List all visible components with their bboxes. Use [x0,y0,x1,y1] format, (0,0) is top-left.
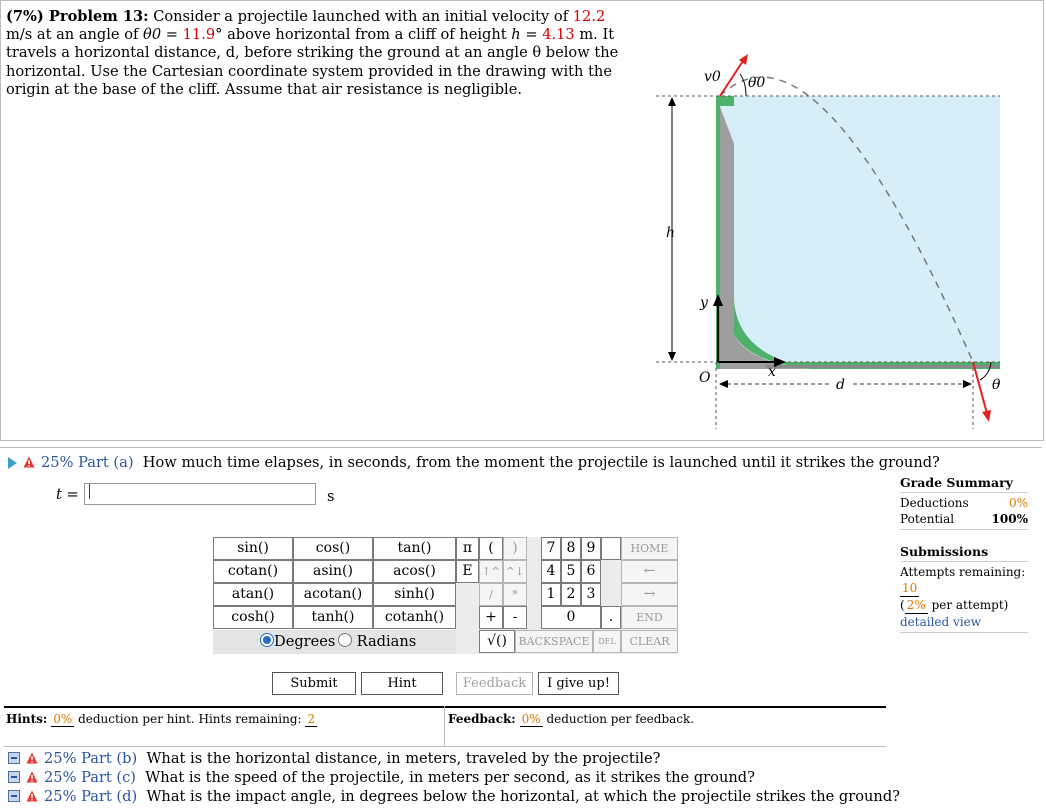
cos-button[interactable]: cos() [293,537,373,560]
problem-text-3: ° above horizontal from a cliff of height [215,26,507,44]
feedback-info [448,712,694,727]
part-b-question: What is the horizontal distance, in meters, traveled by the projectile? [146,750,661,767]
submit-button[interactable]: Submit [272,672,356,695]
part-c-label: 25% Part (c) [44,769,136,786]
plus-key[interactable]: + [479,606,503,629]
asin-button[interactable]: asin() [293,560,373,583]
impact-arrowhead [982,410,991,422]
radians-label: Radians [356,633,417,650]
hint-button[interactable]: Hint [361,672,443,695]
h-arrow-bottom [668,352,676,361]
key-8[interactable]: 8 [561,537,581,560]
pi-key[interactable]: π [456,537,479,560]
theta-label: θ [992,377,1001,393]
h-label: h [666,225,676,241]
key-2[interactable]: 2 [561,583,581,606]
problem-text-4: m. It travels a horizontal distance, [6,26,615,62]
part-c-row[interactable] [8,769,755,786]
sky-area [716,96,1000,364]
part-b-row[interactable] [8,750,661,767]
feedback-label: Feedback: [448,712,516,726]
key-9[interactable]: 9 [581,537,601,560]
deductions-row [900,495,1028,511]
warning-icon [26,771,38,783]
hints-remaining: 2 [307,712,316,726]
answer-unit: s [327,488,335,505]
part-b-label: 25% Part (b) [44,750,138,767]
warning-icon [26,752,38,764]
key-3[interactable]: 3 [581,583,601,606]
origin-label: O [699,370,711,386]
acos-button[interactable]: acos() [373,560,456,583]
h-arrow-top [668,97,676,106]
part-c-question: What is the speed of the projectile, in meters per second, as it strikes the ground? [145,769,755,786]
attempts-info: Attempts remaining: 10 ( 2% per attempt) detailed view [900,565,1026,629]
clear-key[interactable]: CLEAR [621,630,678,653]
warning-icon [23,456,35,468]
grade-summary-title: Grade Summary [900,475,1013,490]
left-arrow-key[interactable]: ← [621,560,678,583]
degrees-radio[interactable] [260,633,274,647]
right-paren-key[interactable]: ) [503,537,527,560]
d-arrow-left [719,380,728,388]
hints-text: deduction per hint. Hints remaining: [78,712,302,726]
per-attempt-pct: 2% [906,598,926,612]
hints-divider [444,706,445,746]
hint-deduction: 0% [53,712,73,726]
part-a-question: How much time elapses, in seconds, from the moment the projectile is launched until it strikes the ground? [142,454,940,471]
initial-velocity-value: 12.2 [572,8,606,25]
cosh-button[interactable]: cosh() [213,606,293,629]
home-key[interactable]: HOME [621,537,678,560]
deductions-value: 0% [1008,496,1028,510]
cliff-height-value: 4.13 [542,26,575,44]
key-4[interactable]: 4 [541,560,561,583]
collapse-icon[interactable] [8,790,20,802]
ground-line [766,365,1000,368]
grade-summary [900,475,1028,635]
key-5[interactable]: 5 [561,560,581,583]
collapse-icon[interactable] [8,752,20,764]
sin-button[interactable]: sin() [213,537,293,560]
backspace-key[interactable]: BACKSPACE [515,630,593,653]
problem-text-2: m/s at an angle of [6,26,139,44]
problem-text-5: d, before striking the ground at an angle θ below the horizontal. Use the Cartesian coordinate system provided in the drawing with the origin at the base of the cliff. Assume that air resistance is negligible. [6,44,619,98]
warning-icon [26,790,38,802]
x-axis-label: x [768,364,776,380]
exponent-down-key[interactable]: ^↓ [503,560,527,583]
divide-key[interactable]: / [479,583,503,606]
e-key[interactable]: E [456,560,479,583]
cotan-button[interactable]: cotan() [213,560,293,583]
detailed-view-link[interactable]: detailed view [900,615,982,629]
launch-angle-value: 11.9 [182,26,216,44]
minus-key[interactable]: - [503,606,527,629]
part-d-question: What is the impact angle, in degrees below the horizontal, at which the projectile strikes the ground? [146,788,900,805]
theta0-arc [740,74,746,96]
acotan-button[interactable]: acotan() [293,583,373,606]
h-symbol: h = [511,26,538,44]
potential-value: 100% [991,512,1028,526]
answer-input[interactable] [84,483,316,505]
potential-label: Potential [900,512,955,526]
theta0-symbol: θ0 = [143,26,178,44]
submissions-title: Submissions [900,544,989,559]
potential-row [900,511,1028,527]
degrees-label: Degrees [274,633,336,650]
d-arrow-right [963,380,972,388]
feedback-text: deduction per feedback. [546,712,695,726]
deductions-label: Deductions [900,496,969,510]
right-arrow-key[interactable]: → [621,583,678,606]
end-key[interactable]: END [621,606,678,629]
tan-button[interactable]: tan() [373,537,456,560]
hints-bar [4,706,886,747]
theta0-label: θ0 [748,75,766,91]
degrees-option[interactable] [260,633,335,650]
per-attempt-label: per attempt) [931,598,1009,612]
key-7[interactable]: 7 [541,537,561,560]
problem-header: (7%) Problem 13: [6,8,149,25]
y-axis-label: y [700,295,708,311]
atan-button[interactable]: atan() [213,583,293,606]
part-d-label: 25% Part (d) [44,788,138,805]
attempts-remaining: 10 [902,581,918,595]
delete-key[interactable]: DEL [593,630,621,653]
part-d-row[interactable] [8,788,900,805]
v0-label: v0 [704,69,721,85]
impact-velocity-arrow [973,362,988,417]
tanh-button[interactable]: tanh() [293,606,373,629]
left-paren-key[interactable]: ( [479,537,503,560]
decimal-key[interactable]: . [601,606,621,629]
feedback-deduction: 0% [521,712,541,726]
exponent-up-key[interactable]: ↑^ [479,560,503,583]
radians-option[interactable] [338,633,416,650]
multiply-key[interactable]: * [503,583,527,606]
radians-radio[interactable] [338,633,352,647]
initial-velocity-arrow [720,58,745,96]
sqrt-key[interactable]: √() [479,630,515,653]
cliff-top-grass [716,96,734,106]
attempts-label: Attempts remaining: [900,565,1026,579]
cotanh-button[interactable]: cotanh() [373,606,456,629]
give-up-button[interactable]: I give up! [538,672,619,695]
collapse-icon[interactable] [8,771,20,783]
text-cursor [89,484,90,499]
hints-info [6,712,317,727]
part-a-label: 25% Part (a) [41,454,134,471]
problem-text-1: Consider a projectile launched with an initial velocity of [153,8,569,25]
answer-label: t = [56,486,79,503]
expand-arrow-icon[interactable] [8,457,17,469]
key-1[interactable]: 1 [541,583,561,606]
problem-statement [6,8,631,99]
d-label: d [836,377,845,393]
key-6[interactable]: 6 [581,560,601,583]
key-0[interactable]: 0 [541,606,601,629]
hints-label: Hints: [6,712,48,726]
feedback-button[interactable]: Feedback [456,672,533,695]
key-9-edge [601,537,621,560]
part-a-row[interactable] [8,454,940,471]
sinh-button[interactable]: sinh() [373,583,456,606]
projectile-diagram [636,44,1036,429]
